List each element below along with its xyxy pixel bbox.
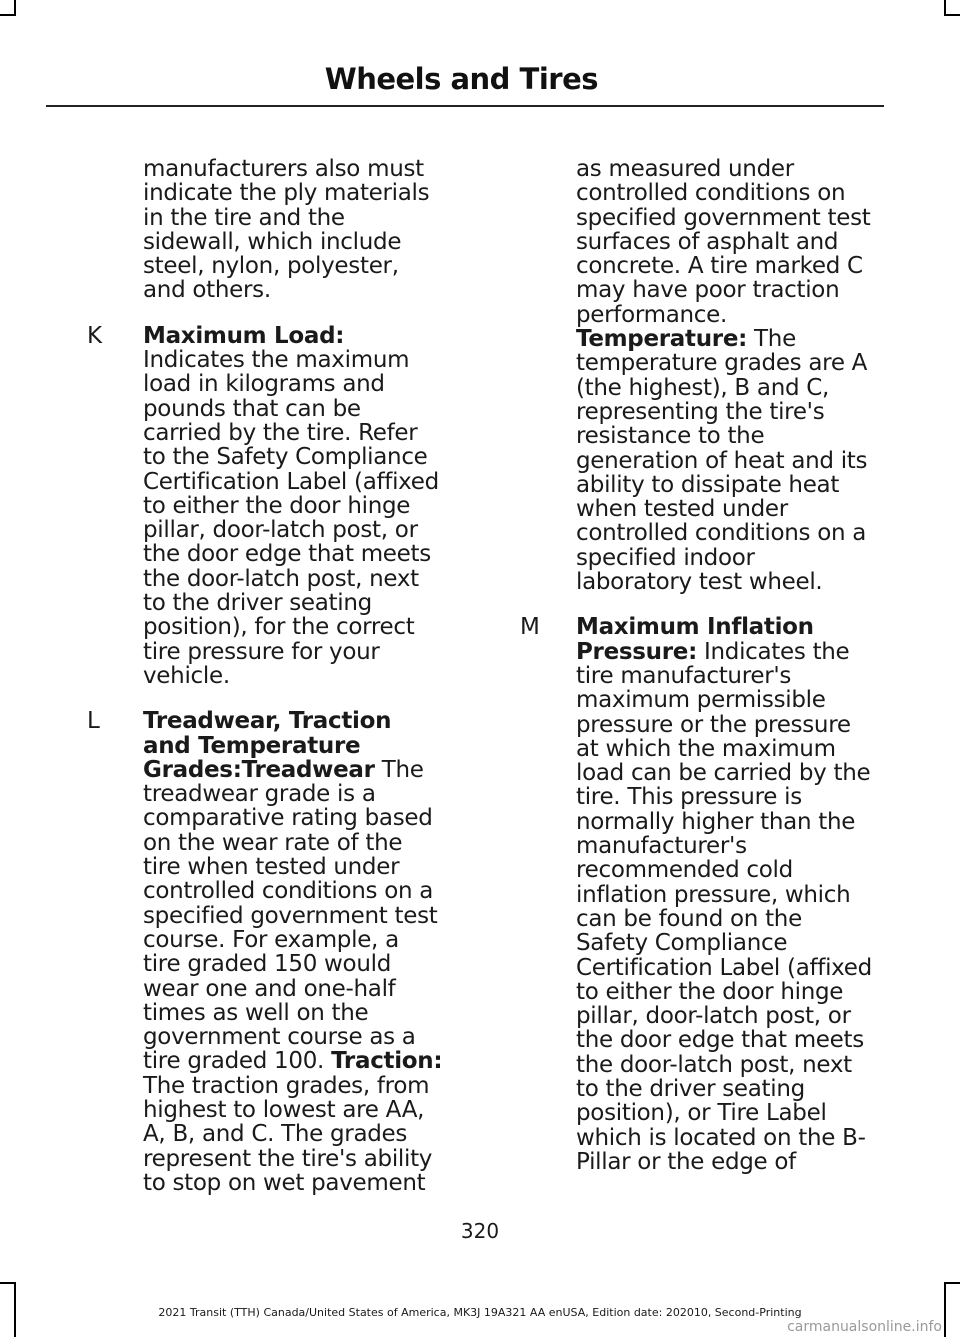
list-item-m (520, 614, 876, 1175)
item-body-continued: The traction grades, from highest to lowest are AA, A, B, and C. The grades represent the tire's ability to stop on wet pavement (143, 1072, 433, 1196)
crop-mark-top-right-horizontal (944, 14, 960, 16)
list-item-l (87, 708, 443, 1196)
continuation-paragraph (576, 157, 876, 594)
item-letter: K (87, 322, 102, 349)
item-subheading: Traction: (331, 1048, 443, 1075)
list-item-k (87, 322, 443, 689)
temperature-heading: Temperature: (576, 326, 748, 353)
item-body: The treadwear grade is a comparative rating based on the wear rate of the tire when tested under controlled conditions on a specified government test course. For example, a tire graded 150 would wear one and one-half times as well on the government course as a tire graded 100. (143, 756, 438, 1075)
crop-mark-bottom-right-horizontal (944, 1282, 960, 1284)
left-column (87, 156, 443, 1216)
item-body: Indicates the tire manufacturer's maximum permissible pressure or the pressure at which the maximum load can be carried by the tire. This pressure is normally higher than the manufacturer's recommended cold inflation pressure, which can be found on the Safety Compliance Certification Label (affixed to either the door hinge pillar, door-latch post, or the door edge that meets the door-latch post, next to the driver seating position), or Tire Label which is located on the B-Pillar or the edge of (576, 638, 872, 1175)
header-divider (46, 105, 884, 107)
item-heading: Treadwear, Traction and Temperature Grades:Treadwear (143, 708, 392, 783)
right-column (520, 156, 876, 1195)
item-letter: L (87, 708, 100, 735)
item-letter: M (520, 614, 540, 641)
intro-text: manufacturers also must indicate the ply materials in the tire and the sidewall, which include steel, nylon, polyester, and others. (143, 156, 430, 304)
crop-mark-bottom-left-horizontal (0, 1282, 16, 1284)
continuation-text: as measured under controlled conditions on specified government test surfaces of asphalt and concrete. A tire marked C may have poor traction performance. (576, 156, 871, 328)
item-body: Indicates the maximum load in kilograms and pounds that can be carried by the tire. Refer to the Safety Compliance Certification Label (affixed to either the door hinge pillar, door-latch post, or the door edge that meets the door-latch post, next to the driver seating position), for the correct tire pressure for your vehicle. (143, 347, 439, 689)
page-number: 320 (460, 1219, 500, 1243)
item-heading: Maximum Load: (143, 322, 345, 349)
crop-mark-top-left-horizontal (0, 14, 16, 16)
page-title: Wheels and Tires (324, 62, 598, 96)
temperature-text: The temperature grades are A (the highest), B and C, representing the tire's resistance to the generation of heat and its ability to dissipate heat when tested under controlled conditions on a specified indoor laboratory test wheel. (576, 326, 868, 596)
intro-paragraph (143, 157, 443, 303)
edition-footer: 2021 Transit (TTH) Canada/United States of America, MK3J 19A321 AA enUSA, Edition date: 202010, Second-Printing (158, 1306, 802, 1319)
watermark: carmanualsonline.info (787, 1319, 942, 1335)
item-heading: Maximum Inflation Pressure: (576, 614, 814, 665)
